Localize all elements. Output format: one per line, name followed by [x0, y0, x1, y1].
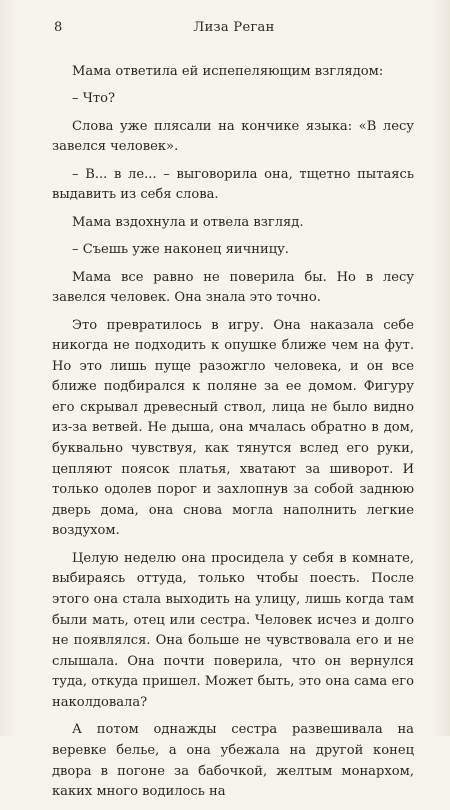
page-number: 8 — [54, 20, 63, 35]
paragraph: Это превратилось в игру. Она наказала себе никогда не подходить к опушке ближе чем на фут. Но это лишь пуще разожгло человека, и он все ближе подбирался к поляне за ее домом. Фигуру его скрывал древесный ствол, лица не было видно из-за ветвей. Не дыша, она мчалась обратно в дом, буквально чувствуя, как тянутся вслед его руки, цепляют поясок платья, хватают за шиворот. И только одолев порог и захлопнув за собой заднюю дверь дома, она снова могла наполнить легкие воздухом. — [52, 317, 414, 539]
page-header — [54, 20, 414, 40]
paragraph: Мама ответила ей испепеляющим взглядом: — [72, 64, 384, 79]
body-text — [52, 62, 414, 810]
paragraph: Мама все равно не поверила бы. Но в лесу завелся человек. Она знала это точно. — [52, 269, 414, 306]
paragraph: – Съешь уже наконец яичницу. — [72, 242, 289, 258]
paragraph: – Что? — [72, 91, 115, 107]
paragraph: Целую неделю она просидела у себя в комнате, выбираясь оттуда, только чтобы поесть. После этого она стала выходить на улицу, лишь когда там были мать, отец или сестра. Человек исчез и долго не появлялся. Она больше не чувствовала его и не слышала. Она почти поверила, что он вернулся туда, откуда пришел. Может быть, это она сама его наколдовала? — [52, 550, 414, 710]
paragraph: Мама вздохнула и отвела взгляд. — [72, 214, 304, 230]
paragraph: Слова уже плясали на кончике языка: «В лесу завелся человек». — [52, 118, 414, 155]
paragraph: – В... в ле... – выговорила она, тщетно пытаясь выдавить из себя слова. — [52, 166, 414, 203]
running-head-author: Лиза Реган — [193, 20, 275, 35]
paragraph: А потом однажды сестра развешивала на веревке белье, а она убежала на другой конец двора в погоне за бабочкой, желтым монархом, каких много водилось на — [52, 722, 414, 800]
